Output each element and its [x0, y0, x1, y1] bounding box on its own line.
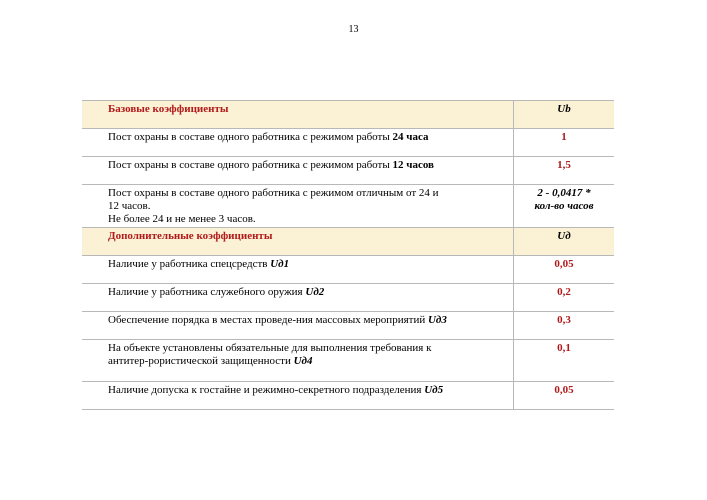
table-row [82, 312, 614, 340]
row-description: Наличие допуска к гостайне и режимно-секретного подразделения Uд5 [82, 382, 514, 410]
table-row [82, 284, 614, 312]
row-description: Наличие у работника служебного оружия Uд2 [82, 284, 514, 312]
row-value: 0,05 [514, 382, 615, 410]
row-value: 1,5 [514, 157, 615, 185]
table-row-extra-header [82, 228, 614, 256]
row-description: Наличие у работника спецсредств Uд1 [82, 256, 514, 284]
base-symbol: Ub [514, 101, 615, 129]
row-value: 0,2 [514, 284, 615, 312]
page-number: 13 [348, 24, 359, 35]
row-description: На объекте установлены обязательные для выполнения требования к антитер-рористической защищенности Uд4 [82, 340, 514, 382]
table-row [82, 340, 614, 382]
extra-coefficients-header: Дополнительные коэффициенты [82, 228, 514, 256]
row-value: 2 - 0,0417 * кол-во часов [514, 185, 615, 228]
base-coefficients-header: Базовые коэффициенты [82, 101, 514, 129]
row-value: 0,05 [514, 256, 615, 284]
row-description: Обеспечение порядка в местах проведе-ния массовых мероприятий Uд3 [82, 312, 514, 340]
table-row [82, 382, 614, 410]
table-row-base-header [82, 101, 614, 129]
table-row [82, 157, 614, 185]
row-value: 0,1 [514, 340, 615, 382]
table-row [82, 185, 614, 228]
table-row [82, 256, 614, 284]
table-row [82, 129, 614, 157]
extra-symbol: Uд [514, 228, 615, 256]
row-description: Пост охраны в составе одного работника с режимом работы 24 часа [82, 129, 514, 157]
row-value: 1 [514, 129, 615, 157]
row-description: Пост охраны в составе одного работника с режимом отличным от 24 и 12 часов. Не более 24 и не менее 3 часов. [82, 185, 514, 228]
coefficients-table [82, 100, 614, 410]
row-description: Пост охраны в составе одного работника с режимом работы 12 часов [82, 157, 514, 185]
row-value: 0,3 [514, 312, 615, 340]
